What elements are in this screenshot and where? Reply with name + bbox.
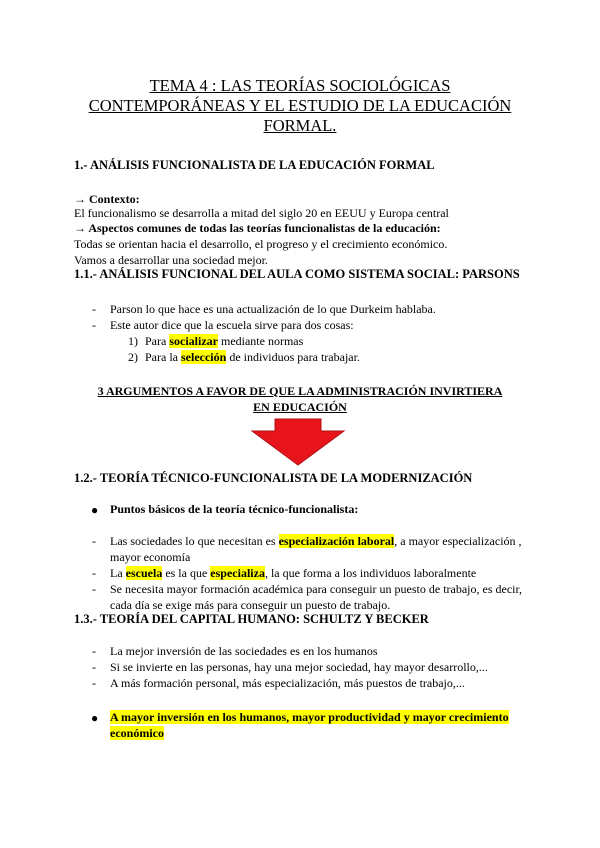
key-conclusion-line-2: [110, 726, 164, 741]
bullet-icon: ●: [91, 503, 99, 517]
highlight-especializa: especializa: [210, 566, 265, 580]
arguments-line-2: EN EDUCACIÓN: [253, 400, 347, 414]
list-item: A más formación personal, más especialización, más puestos de trabajo,...: [110, 676, 465, 690]
bullet-item: Puntos básicos de la teoría técnico-funcionalista:: [110, 502, 359, 516]
list-number: 1): [128, 334, 138, 348]
aspectos-line-1: Todas se orientan hacia el desarrollo, el progreso y el crecimiento económico.: [74, 237, 448, 251]
highlight-conclusion: económico: [110, 726, 164, 740]
list-item: Si se invierte en las personas, hay una mejor sociedad, hay mayor desarrollo,...: [110, 660, 488, 674]
arguments-line-1: 3 ARGUMENTOS A FAVOR DE QUE LA ADMINISTRACIÓN INVIRTIERA: [97, 384, 503, 398]
aspectos-line-2: Vamos a desarrollar una sociedad mejor.: [74, 253, 268, 267]
list-number: 2): [128, 350, 138, 364]
contexto-label: → Contexto:: [74, 192, 140, 206]
list-item: Las sociedades lo que necesitan es especialización laboral, a mayor especialización ,: [110, 534, 522, 548]
section-1-heading: 1.- ANÁLISIS FUNCIONALISTA DE LA EDUCACIÓN FORMAL: [74, 158, 435, 172]
section-1-3-heading: 1.3.- TEORÍA DEL CAPITAL HUMANO: SCHULTZ Y BECKER: [74, 612, 429, 626]
dash-marker: -: [92, 318, 96, 332]
section-1-2-heading: 1.2.- TEORÍA TÉCNICO-FUNCIONALISTA DE LA MODERNIZACIÓN: [74, 471, 473, 485]
list-item: Se necesita mayor formación académica para conseguir un puesto de trabajo, es decir,: [110, 582, 523, 596]
list-item-continuation: cada día se exige más para conseguir un puesto de trabajo.: [110, 598, 391, 612]
title-line-1: TEMA 4 : LAS TEORÍAS SOCIOLÓGICAS: [149, 76, 451, 95]
dash-marker: -: [92, 644, 96, 658]
down-arrow-icon: [250, 418, 346, 466]
dash-marker: -: [92, 660, 96, 674]
dash-marker: -: [92, 534, 96, 548]
highlight-escuela: escuela: [125, 566, 163, 580]
highlight-especializacion-laboral: especialización laboral: [278, 534, 395, 548]
title-line-2: CONTEMPORÁNEAS Y EL ESTUDIO DE LA EDUCACIÓN: [88, 96, 512, 115]
document-title: [60, 76, 540, 136]
highlight-socializar: socializar: [169, 334, 218, 348]
list-item: La escuela es la que especializa, la que forma a los individuos laboralmente: [110, 566, 477, 580]
section-1-1-heading: 1.1.- ANÁLISIS FUNCIONAL DEL AULA COMO SISTEMA SOCIAL: PARSONS: [74, 267, 520, 281]
contexto-text: El funcionalismo se desarrolla a mitad del siglo 20 en EEUU y Europa central: [74, 206, 449, 220]
title-line-3: FORMAL.: [263, 116, 337, 135]
dash-marker: -: [92, 302, 96, 316]
bullet-icon: ●: [91, 711, 99, 725]
list-item: Parson lo que hace es una actualización de lo que Durkeim hablaba.: [110, 302, 436, 316]
list-item-continuation: mayor economía: [110, 550, 191, 564]
arguments-heading: [60, 383, 540, 415]
list-item: La mejor inversión de las sociedades es en los humanos: [110, 644, 378, 658]
list-item: Este autor dice que la escuela sirve para dos cosas:: [110, 318, 354, 332]
key-conclusion-line-1: [110, 710, 509, 725]
numbered-item-1: Para socializar mediante normas: [145, 334, 304, 348]
aspectos-label: → Aspectos comunes de todas las teorías funcionalistas de la educación:: [74, 221, 441, 235]
dash-marker: -: [92, 566, 96, 580]
numbered-item-2: Para la selección de individuos para trabajar.: [145, 350, 360, 364]
highlight-conclusion: A mayor inversión en los humanos, mayor productividad y mayor crecimiento: [110, 710, 509, 724]
dash-marker: -: [92, 676, 96, 690]
highlight-seleccion: selección: [180, 350, 227, 364]
dash-marker: -: [92, 582, 96, 596]
